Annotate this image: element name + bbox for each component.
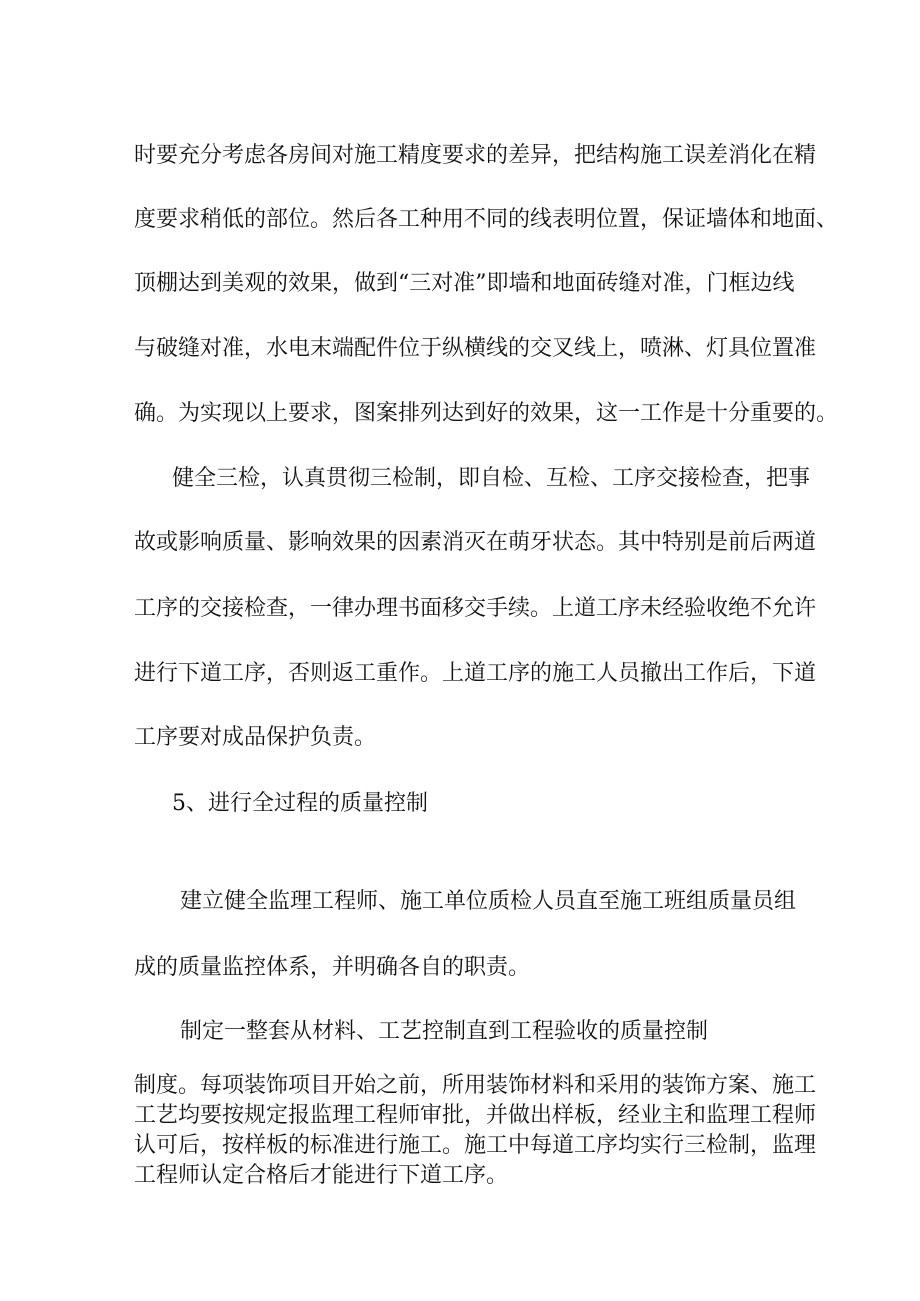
paragraph-2-line-2: 故或影响质量、影响效果的因素消灭在萌牙状态。其中特别是前后两道	[134, 530, 817, 555]
paragraph-1-line-3: 顶棚达到美观的效果，做到“三对准”即墙和地面砖缝对准，门框边线	[134, 271, 795, 296]
paragraph-1-line-4: 与破缝对准，水电末端配件位于纵横线的交叉线上，喷淋、灯具位置准	[134, 336, 817, 361]
paragraph-2-line-3: 工序的交接检查，一律办理书面移交手续。上道工序未经验收绝不允许	[134, 596, 817, 621]
paragraph-5-line-2: 工艺均要按规定报监理工程师审批，并做出样板，经业主和监理工程师	[134, 1103, 817, 1128]
section-heading: 5、进行全过程的质量控制	[172, 791, 428, 816]
paragraph-5-line-3: 认可后，按样板的标准进行施工。施工中每道工序均实行三检制，监理	[134, 1133, 817, 1158]
paragraph-2-line-1: 健全三检，认真贯彻三检制，即自检、互检、工序交接检查，把事	[172, 466, 811, 491]
paragraph-4-line-1: 制定一整套从材料、工艺控制直到工程验收的质量控制	[180, 1019, 709, 1044]
paragraph-3-line-2: 成的质量监控体系，并明确各自的职责。	[134, 955, 531, 980]
paragraph-2-line-5: 工序要对成品保护负责。	[134, 725, 377, 750]
paragraph-5-line-1: 制度。每项装饰项目开始之前，所用装饰材料和采用的装饰方案、施工	[134, 1073, 817, 1098]
paragraph-1-line-5: 确。为实现以上要求，图案排列达到好的效果，这一工作是十分重要的。	[134, 401, 839, 426]
paragraph-1-line-2: 度要求稍低的部位。然后各工种用不同的线表明位置，保证墙体和地面、	[134, 207, 839, 232]
paragraph-3-line-1: 建立健全监理工程师、施工单位质检人员直至施工班组质量员组	[180, 889, 797, 914]
paragraph-1-line-1: 时要充分考虑各房间对施工精度要求的差异，把结构施工误差消化在精	[134, 143, 817, 168]
paragraph-5-line-4: 工程师认定合格后才能进行下道工序。	[134, 1163, 509, 1188]
paragraph-2-line-4: 进行下道工序，否则返工重作。上道工序的施工人员撤出工作后，下道	[134, 661, 817, 686]
